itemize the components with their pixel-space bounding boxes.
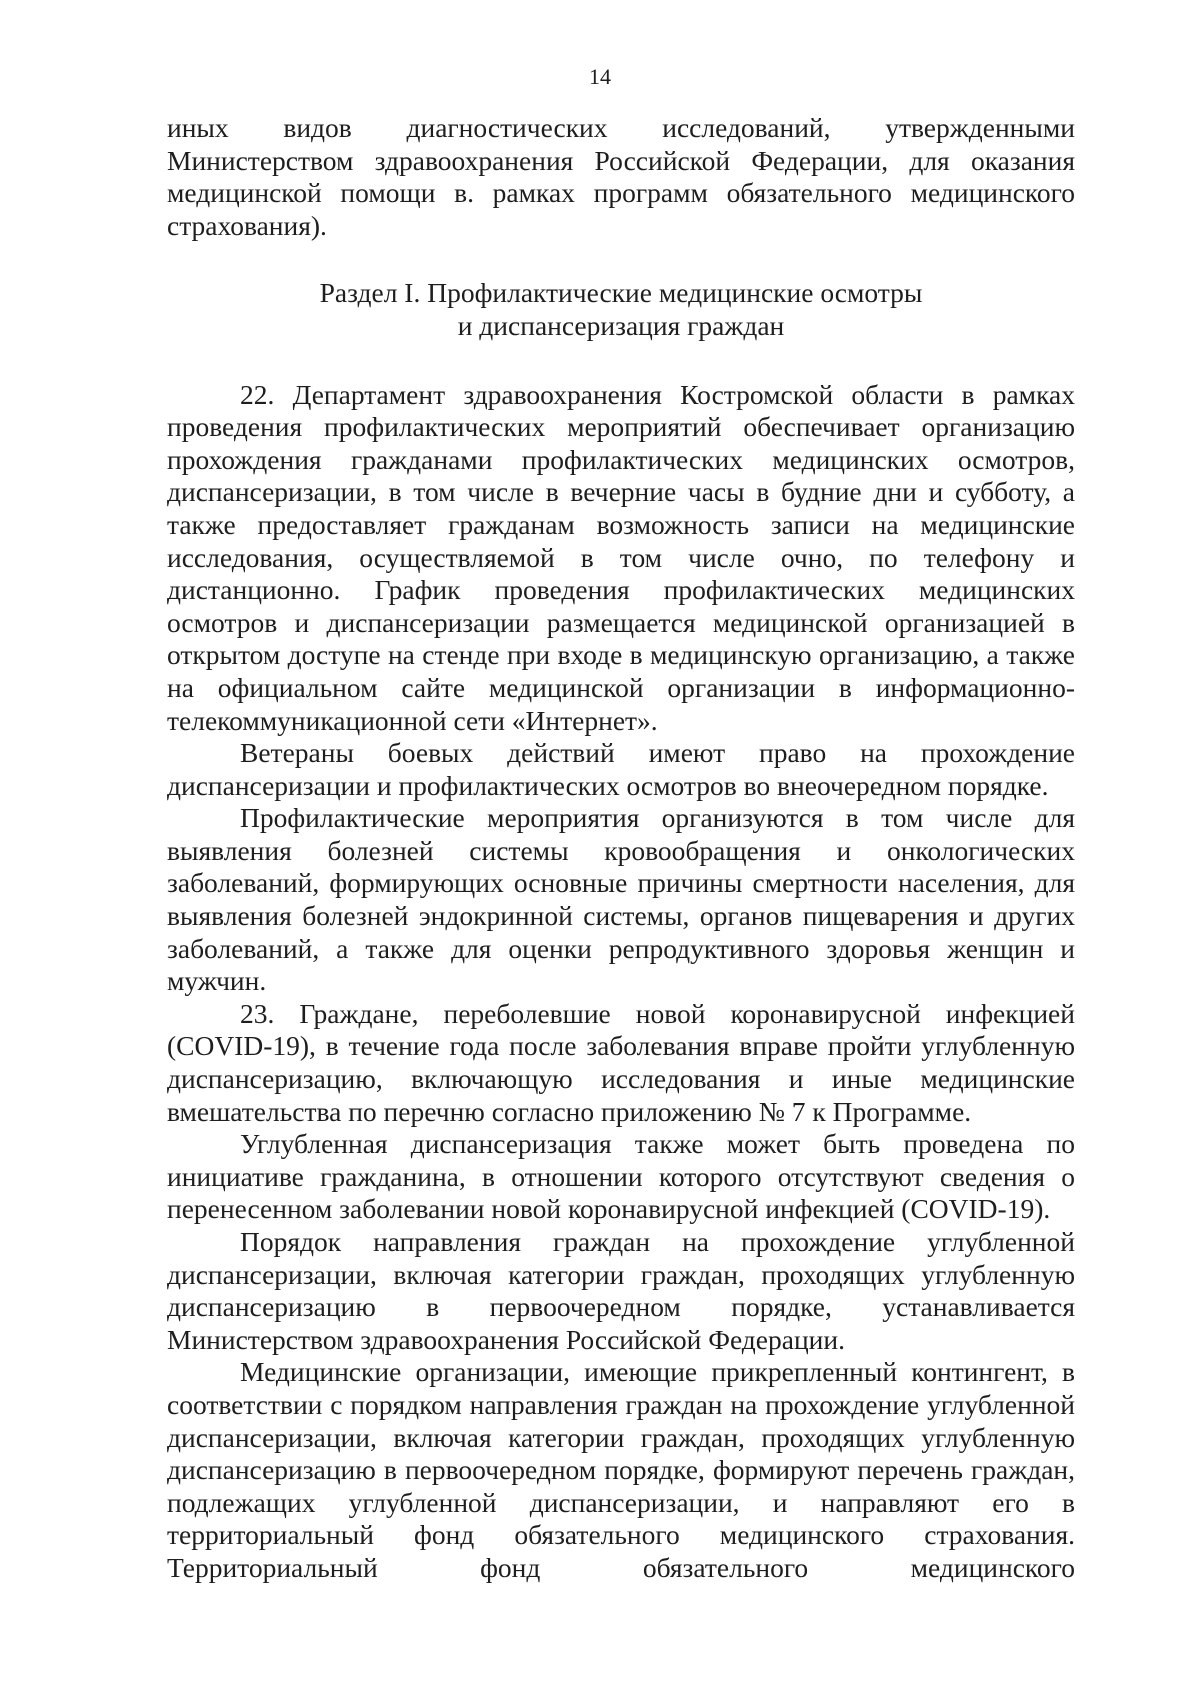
section-heading-line-2: и диспансеризация граждан [457,309,785,341]
paragraph-initiative: Углубленная диспансеризация также может быть проведена по инициативе гражданина, в отношении которого отсутствуют сведения о перенесенном заболевании новой коронавирусной инфекцией (COVID-19). [167,1128,1075,1225]
paragraph-medical-organizations: Медицинские организации, имеющие прикрепленный контингент, в соответствии с порядком направления граждан на прохождение углубленной диспансеризации, включая категории граждан, проходящих углубленную диспансеризацию в первоочередном порядке, формируют перечень граждан, подлежащих углубленной диспансеризации, и направляют его в территориальный фонд обязательного медицинского страхования. Территориальный фонд обязательного медицинского [167,1356,1075,1583]
document-body [167,112,1075,1585]
section-heading-line-1: Раздел I. Профилактические медицинские осмотры [319,277,923,309]
page-number: 14 [589,64,611,89]
paragraph-preventive-measures: Профилактические мероприятия организуются в том числе для выявления болезней системы кровообращения и онкологических заболеваний, формирующих основные причины смертности населения, для выявления болезней эндокринной системы, органов пищеварения и других заболеваний, а также для оценки репродуктивного здоровья женщин и мужчин. [167,802,1075,997]
paragraph-22: 22. Департамент здравоохранения Костромской области в рамках проведения профилактических мероприятий обеспечивает организацию прохождения гражданами профилактических медицинских осмотров, диспансеризации, в том числе в вечерние часы в будние дни и субботу, а также предоставляет гражданам возможность записи на медицинские исследования, осуществляемой в том числе очно, по телефону и дистанционно. График проведения профилактических медицинских осмотров и диспансеризации размещается медицинской организацией в открытом доступе на стенде при входе в медицинскую организацию, а также на официальном сайте медицинской организации в информационно-телекоммуникационной сети «Интернет». [167,378,1075,736]
paragraph-order: Порядок направления граждан на прохождение углубленной диспансеризации, включая категории граждан, проходящих углубленную диспансеризацию в первоочередном порядке, устанавливается Министерством здравоохранения Российской Федерации. [167,1226,1075,1355]
section-heading [167,277,1075,342]
paragraph-veterans: Ветераны боевых действий имеют право на прохождение диспансеризации и профилактических осмотров во внеочередном порядке. [167,737,1075,801]
paragraph-continuation: иных видов диагностических исследований, утвержденными Министерством здравоохранения Российской Федерации, для оказания медицинской помощи в. рамках программ обязательного медицинского страхования). [167,112,1075,241]
paragraph-23: 23. Граждане, переболевшие новой коронавирусной инфекцией (COVID-19), в течение года после заболевания вправе пройти углубленную диспансеризацию, включающую исследования и иные медицинские вмешательства по перечню согласно приложению № 7 к Программе. [167,997,1075,1127]
